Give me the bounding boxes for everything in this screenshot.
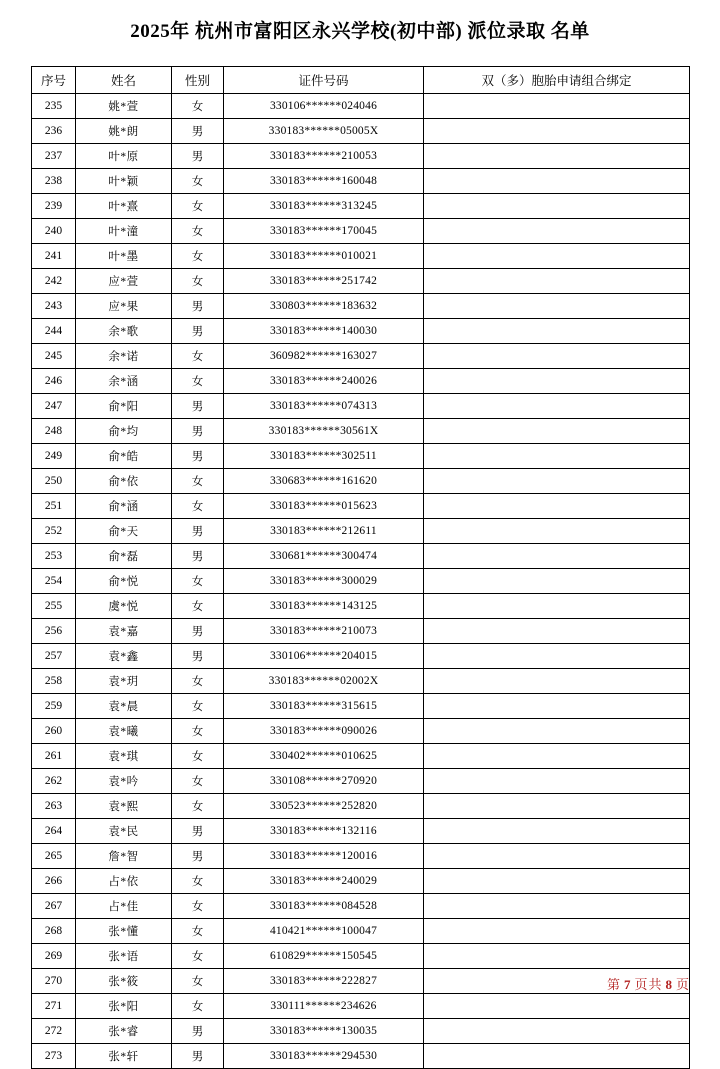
cell-index: 253	[32, 543, 76, 568]
cell-name: 张*阳	[76, 993, 172, 1018]
cell-gender: 男	[172, 618, 224, 643]
cell-index: 268	[32, 918, 76, 943]
table-row	[32, 518, 690, 543]
table-row	[32, 193, 690, 218]
cell-gender: 女	[172, 268, 224, 293]
cell-name: 姚*朗	[76, 118, 172, 143]
cell-index: 237	[32, 143, 76, 168]
cell-gender: 女	[172, 468, 224, 493]
cell-id-number: 330183******300029	[224, 568, 424, 593]
cell-twin-binding	[424, 568, 690, 593]
cell-id-number: 330183******222827	[224, 968, 424, 993]
cell-index: 256	[32, 618, 76, 643]
table-row	[32, 268, 690, 293]
cell-index: 236	[32, 118, 76, 143]
cell-id-number: 330183******140030	[224, 318, 424, 343]
cell-gender: 女	[172, 218, 224, 243]
cell-twin-binding	[424, 718, 690, 743]
table-row	[32, 318, 690, 343]
column-header-id-number: 证件号码	[224, 66, 424, 93]
cell-id-number: 360982******163027	[224, 343, 424, 368]
cell-id-number: 330183******315615	[224, 693, 424, 718]
table-row	[32, 343, 690, 368]
cell-twin-binding	[424, 543, 690, 568]
cell-id-number: 330681******300474	[224, 543, 424, 568]
cell-gender: 男	[172, 818, 224, 843]
cell-name: 应*果	[76, 293, 172, 318]
table-row	[32, 768, 690, 793]
cell-id-number: 330183******160048	[224, 168, 424, 193]
cell-twin-binding	[424, 368, 690, 393]
cell-twin-binding	[424, 493, 690, 518]
column-header-index: 序号	[32, 66, 76, 93]
cell-id-number: 330183******210073	[224, 618, 424, 643]
column-header-gender: 性别	[172, 66, 224, 93]
cell-index: 242	[32, 268, 76, 293]
cell-index: 238	[32, 168, 76, 193]
cell-id-number: 330108******270920	[224, 768, 424, 793]
cell-name: 叶*熹	[76, 193, 172, 218]
cell-index: 241	[32, 243, 76, 268]
cell-gender: 女	[172, 668, 224, 693]
cell-id-number: 330183******090026	[224, 718, 424, 743]
table-row	[32, 143, 690, 168]
cell-name: 叶*墨	[76, 243, 172, 268]
cell-name: 虞*悦	[76, 593, 172, 618]
cell-name: 叶*原	[76, 143, 172, 168]
cell-gender: 女	[172, 168, 224, 193]
cell-gender: 女	[172, 493, 224, 518]
cell-twin-binding	[424, 393, 690, 418]
cell-name: 俞*涵	[76, 493, 172, 518]
table-row	[32, 693, 690, 718]
cell-id-number: 330106******024046	[224, 93, 424, 118]
table-row	[32, 443, 690, 468]
cell-id-number: 330183******240026	[224, 368, 424, 393]
table-row	[32, 243, 690, 268]
column-header-name: 姓名	[76, 66, 172, 93]
cell-twin-binding	[424, 1018, 690, 1043]
cell-index: 240	[32, 218, 76, 243]
footer-total-pages: 8	[665, 977, 673, 992]
table-row	[32, 93, 690, 118]
table-row	[32, 118, 690, 143]
cell-gender: 女	[172, 593, 224, 618]
cell-name: 袁*晨	[76, 693, 172, 718]
table-row	[32, 293, 690, 318]
cell-index: 269	[32, 943, 76, 968]
cell-index: 245	[32, 343, 76, 368]
cell-twin-binding	[424, 168, 690, 193]
cell-gender: 男	[172, 643, 224, 668]
cell-name: 俞*悦	[76, 568, 172, 593]
cell-gender: 女	[172, 368, 224, 393]
cell-name: 张*轩	[76, 1043, 172, 1068]
cell-twin-binding	[424, 918, 690, 943]
cell-gender: 女	[172, 243, 224, 268]
cell-index: 271	[32, 993, 76, 1018]
cell-id-number: 330183******294530	[224, 1043, 424, 1068]
cell-gender: 男	[172, 393, 224, 418]
cell-index: 250	[32, 468, 76, 493]
cell-name: 袁*吟	[76, 768, 172, 793]
cell-id-number: 330523******252820	[224, 793, 424, 818]
cell-gender: 女	[172, 993, 224, 1018]
cell-id-number: 330106******204015	[224, 643, 424, 668]
cell-gender: 女	[172, 718, 224, 743]
cell-index: 246	[32, 368, 76, 393]
cell-name: 张*筱	[76, 968, 172, 993]
cell-twin-binding	[424, 843, 690, 868]
cell-id-number: 330183******05005X	[224, 118, 424, 143]
cell-gender: 女	[172, 968, 224, 993]
cell-twin-binding	[424, 818, 690, 843]
cell-id-number: 330683******161620	[224, 468, 424, 493]
cell-id-number: 330803******183632	[224, 293, 424, 318]
cell-twin-binding	[424, 218, 690, 243]
cell-name: 余*歌	[76, 318, 172, 343]
cell-index: 255	[32, 593, 76, 618]
cell-gender: 女	[172, 893, 224, 918]
cell-twin-binding	[424, 318, 690, 343]
table-row	[32, 843, 690, 868]
table-row	[32, 893, 690, 918]
cell-gender: 男	[172, 293, 224, 318]
cell-index: 243	[32, 293, 76, 318]
cell-name: 袁*琪	[76, 743, 172, 768]
cell-twin-binding	[424, 743, 690, 768]
cell-twin-binding	[424, 693, 690, 718]
table-row	[32, 168, 690, 193]
cell-name: 袁*鑫	[76, 643, 172, 668]
cell-twin-binding	[424, 243, 690, 268]
cell-gender: 男	[172, 1043, 224, 1068]
cell-index: 248	[32, 418, 76, 443]
table-row	[32, 818, 690, 843]
cell-twin-binding	[424, 518, 690, 543]
cell-gender: 男	[172, 443, 224, 468]
cell-name: 姚*萱	[76, 93, 172, 118]
cell-id-number: 330183******251742	[224, 268, 424, 293]
table-row	[32, 218, 690, 243]
cell-name: 余*诺	[76, 343, 172, 368]
cell-id-number: 330183******240029	[224, 868, 424, 893]
table-row	[32, 643, 690, 668]
roster-table	[31, 66, 690, 1069]
footer-suffix: 页	[675, 977, 690, 992]
cell-gender: 男	[172, 418, 224, 443]
cell-index: 263	[32, 793, 76, 818]
table-row	[32, 968, 690, 993]
cell-id-number: 330183******30561X	[224, 418, 424, 443]
cell-name: 袁*曦	[76, 718, 172, 743]
cell-name: 应*萱	[76, 268, 172, 293]
cell-id-number: 330183******170045	[224, 218, 424, 243]
cell-name: 张*语	[76, 943, 172, 968]
cell-index: 262	[32, 768, 76, 793]
cell-index: 258	[32, 668, 76, 693]
cell-id-number: 330183******313245	[224, 193, 424, 218]
cell-twin-binding	[424, 93, 690, 118]
cell-id-number: 330183******074313	[224, 393, 424, 418]
cell-index: 251	[32, 493, 76, 518]
cell-gender: 女	[172, 193, 224, 218]
cell-index: 270	[32, 968, 76, 993]
cell-name: 俞*天	[76, 518, 172, 543]
cell-twin-binding	[424, 593, 690, 618]
footer-prefix: 第	[606, 977, 621, 992]
cell-twin-binding	[424, 793, 690, 818]
table-row	[32, 1043, 690, 1068]
column-header-twin-binding: 双（多）胞胎申请组合绑定	[424, 66, 690, 93]
cell-gender: 女	[172, 868, 224, 893]
cell-index: 244	[32, 318, 76, 343]
cell-gender: 女	[172, 793, 224, 818]
cell-name: 俞*皓	[76, 443, 172, 468]
cell-twin-binding	[424, 943, 690, 968]
cell-twin-binding	[424, 868, 690, 893]
cell-id-number: 330183******02002X	[224, 668, 424, 693]
cell-id-number: 330183******132116	[224, 818, 424, 843]
page-title: 2025年 杭州市富阳区永兴学校(初中部) 派位录取 名单	[130, 21, 590, 42]
cell-twin-binding	[424, 768, 690, 793]
table-row	[32, 418, 690, 443]
table-row	[32, 918, 690, 943]
cell-index: 235	[32, 93, 76, 118]
cell-name: 袁*玥	[76, 668, 172, 693]
cell-index: 247	[32, 393, 76, 418]
cell-twin-binding	[424, 893, 690, 918]
cell-name: 俞*依	[76, 468, 172, 493]
cell-twin-binding	[424, 143, 690, 168]
table-row	[32, 943, 690, 968]
cell-twin-binding	[424, 118, 690, 143]
cell-twin-binding	[424, 668, 690, 693]
cell-gender: 男	[172, 1018, 224, 1043]
cell-gender: 女	[172, 743, 224, 768]
table-row	[32, 1018, 690, 1043]
cell-name: 袁*嘉	[76, 618, 172, 643]
table-row	[32, 393, 690, 418]
table-row	[32, 368, 690, 393]
cell-id-number: 410421******100047	[224, 918, 424, 943]
cell-twin-binding	[424, 443, 690, 468]
cell-id-number: 330183******084528	[224, 893, 424, 918]
cell-index: 260	[32, 718, 76, 743]
cell-twin-binding	[424, 1043, 690, 1068]
cell-gender: 男	[172, 143, 224, 168]
cell-id-number: 330183******212611	[224, 518, 424, 543]
cell-gender: 女	[172, 943, 224, 968]
cell-id-number: 330183******120016	[224, 843, 424, 868]
cell-gender: 女	[172, 568, 224, 593]
cell-id-number: 330183******010021	[224, 243, 424, 268]
cell-twin-binding	[424, 418, 690, 443]
roster-table-wrapper	[31, 66, 689, 1069]
cell-id-number: 330402******010625	[224, 743, 424, 768]
cell-twin-binding	[424, 293, 690, 318]
table-row	[32, 668, 690, 693]
cell-index: 273	[32, 1043, 76, 1068]
table-body	[32, 93, 690, 1068]
cell-name: 俞*均	[76, 418, 172, 443]
cell-id-number: 330183******210053	[224, 143, 424, 168]
table-row	[32, 568, 690, 593]
table-row	[32, 493, 690, 518]
cell-twin-binding	[424, 618, 690, 643]
cell-name: 叶*潼	[76, 218, 172, 243]
cell-name: 俞*阳	[76, 393, 172, 418]
cell-gender: 男	[172, 518, 224, 543]
cell-index: 259	[32, 693, 76, 718]
cell-twin-binding	[424, 343, 690, 368]
cell-twin-binding	[424, 993, 690, 1018]
cell-gender: 女	[172, 693, 224, 718]
cell-index: 265	[32, 843, 76, 868]
cell-index: 266	[32, 868, 76, 893]
cell-index: 249	[32, 443, 76, 468]
cell-twin-binding	[424, 643, 690, 668]
cell-id-number: 610829******150545	[224, 943, 424, 968]
cell-name: 占*佳	[76, 893, 172, 918]
table-row	[32, 468, 690, 493]
cell-name: 占*依	[76, 868, 172, 893]
cell-name: 叶*颖	[76, 168, 172, 193]
cell-index: 239	[32, 193, 76, 218]
cell-twin-binding	[424, 268, 690, 293]
cell-name: 袁*民	[76, 818, 172, 843]
cell-id-number: 330183******302511	[224, 443, 424, 468]
cell-gender: 女	[172, 918, 224, 943]
table-row	[32, 593, 690, 618]
cell-index: 261	[32, 743, 76, 768]
cell-name: 张*睿	[76, 1018, 172, 1043]
footer-middle: 页共	[634, 977, 663, 992]
footer-current-page: 7	[623, 977, 632, 992]
cell-gender: 男	[172, 118, 224, 143]
cell-index: 272	[32, 1018, 76, 1043]
table-row	[32, 618, 690, 643]
cell-gender: 女	[172, 343, 224, 368]
cell-gender: 男	[172, 543, 224, 568]
table-header	[32, 66, 690, 93]
cell-index: 252	[32, 518, 76, 543]
cell-index: 257	[32, 643, 76, 668]
cell-gender: 男	[172, 318, 224, 343]
cell-index: 267	[32, 893, 76, 918]
table-header-row	[32, 66, 690, 93]
cell-id-number: 330183******143125	[224, 593, 424, 618]
cell-gender: 女	[172, 93, 224, 118]
table-row	[32, 793, 690, 818]
cell-name: 余*涵	[76, 368, 172, 393]
cell-twin-binding	[424, 193, 690, 218]
cell-id-number: 330111******234626	[224, 993, 424, 1018]
table-row	[32, 543, 690, 568]
cell-name: 袁*熙	[76, 793, 172, 818]
cell-name: 张*懂	[76, 918, 172, 943]
table-row	[32, 743, 690, 768]
table-row	[32, 718, 690, 743]
page-footer	[607, 974, 690, 993]
cell-gender: 男	[172, 843, 224, 868]
cell-name: 詹*智	[76, 843, 172, 868]
cell-id-number: 330183******130035	[224, 1018, 424, 1043]
table-row	[32, 993, 690, 1018]
table-row	[32, 868, 690, 893]
cell-index: 254	[32, 568, 76, 593]
cell-gender: 女	[172, 768, 224, 793]
cell-twin-binding	[424, 468, 690, 493]
cell-id-number: 330183******015623	[224, 493, 424, 518]
cell-index: 264	[32, 818, 76, 843]
cell-name: 俞*磊	[76, 543, 172, 568]
